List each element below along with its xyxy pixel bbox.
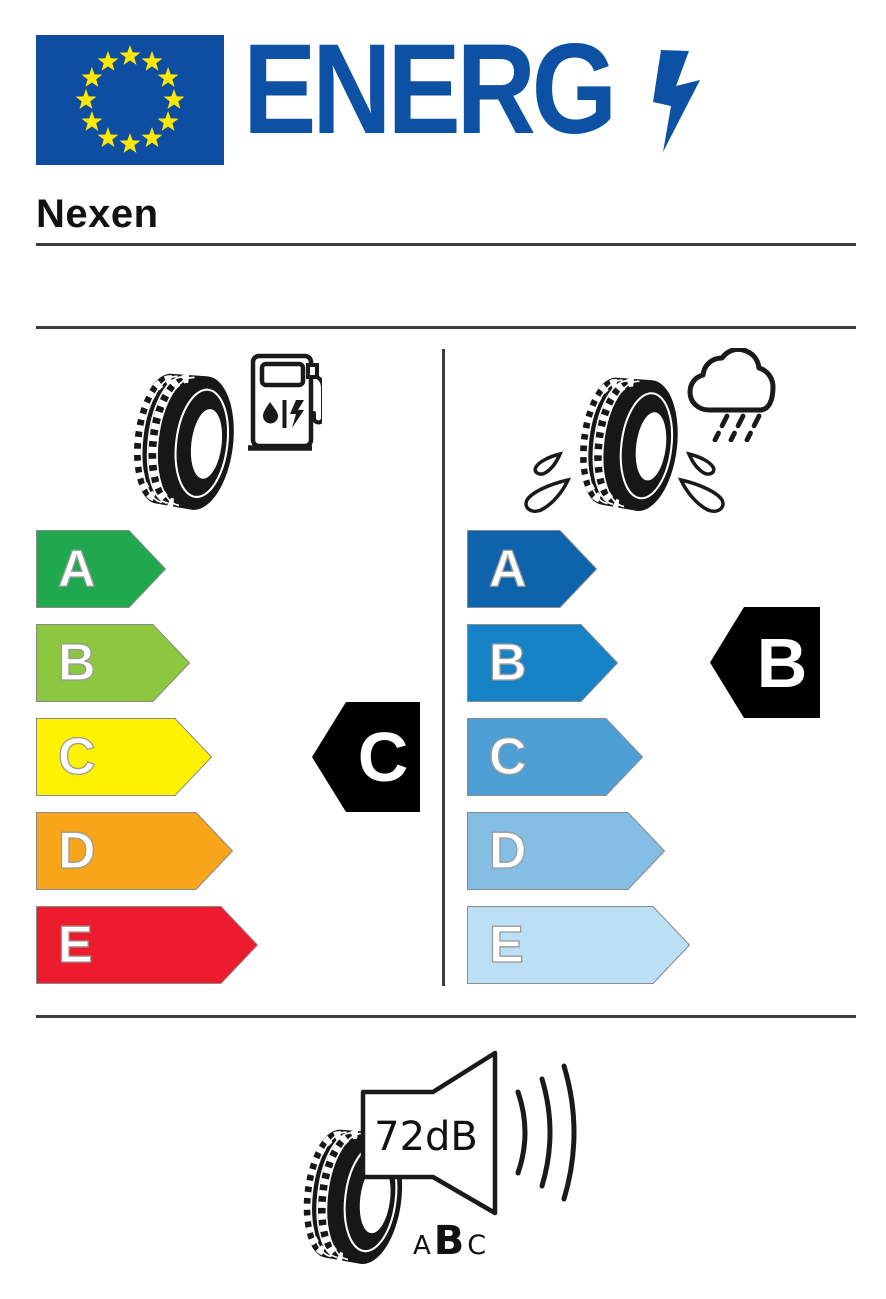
wet-class-letter: B bbox=[489, 634, 527, 692]
noise-scale-b-selected: B bbox=[433, 1218, 465, 1264]
lightning-bolt-icon bbox=[645, 50, 701, 154]
fuel-rating-indicator bbox=[312, 702, 420, 812]
column-divider bbox=[442, 349, 445, 986]
fuel-class-row-e bbox=[36, 906, 258, 984]
rain-cloud-icon bbox=[682, 348, 782, 442]
noise-class-scale bbox=[413, 1218, 486, 1264]
wet-class-letter: E bbox=[489, 916, 524, 974]
wet-class-letter: A bbox=[489, 540, 527, 598]
wet-class-row-d bbox=[467, 812, 665, 890]
wet-grip-rating-letter: B bbox=[756, 623, 808, 702]
wet-class-letter: C bbox=[489, 728, 527, 786]
fuel-class-letter: D bbox=[58, 822, 96, 880]
noise-scale-a: A bbox=[413, 1231, 431, 1261]
noise-db-value: 72dB bbox=[374, 1114, 478, 1160]
divider-rule-middle bbox=[36, 326, 856, 329]
fuel-class-letter: C bbox=[58, 728, 96, 786]
fuel-class-row-a bbox=[36, 530, 166, 608]
fuel-class-letter: B bbox=[58, 634, 96, 692]
fuel-rating-letter: C bbox=[357, 718, 409, 796]
fuel-class-row-d bbox=[36, 812, 233, 890]
wet-class-row-a bbox=[467, 530, 597, 608]
wet-class-letter: D bbox=[489, 822, 527, 880]
energ-logo-text: ENERG bbox=[243, 18, 613, 161]
divider-rule-top bbox=[36, 243, 856, 246]
fuel-pump-icon bbox=[246, 346, 322, 452]
fuel-class-row-b bbox=[36, 624, 190, 702]
fuel-class-row-c bbox=[36, 718, 212, 796]
divider-rule-bottom bbox=[36, 1015, 856, 1018]
wet-class-row-b bbox=[467, 624, 618, 702]
fuel-class-letter: A bbox=[58, 540, 96, 598]
brand-name: Nexen bbox=[36, 192, 159, 236]
sound-waves-icon bbox=[518, 1066, 574, 1199]
eu-flag-icon bbox=[36, 35, 224, 165]
water-splash-icon bbox=[522, 448, 727, 518]
fuel-class-letter: E bbox=[58, 916, 93, 974]
noise-scale-c: C bbox=[467, 1230, 487, 1261]
wet-class-row-c bbox=[467, 718, 643, 796]
wet-grip-rating-indicator bbox=[710, 607, 820, 718]
wet-class-row-e bbox=[467, 906, 690, 984]
tire-icon bbox=[126, 370, 240, 512]
